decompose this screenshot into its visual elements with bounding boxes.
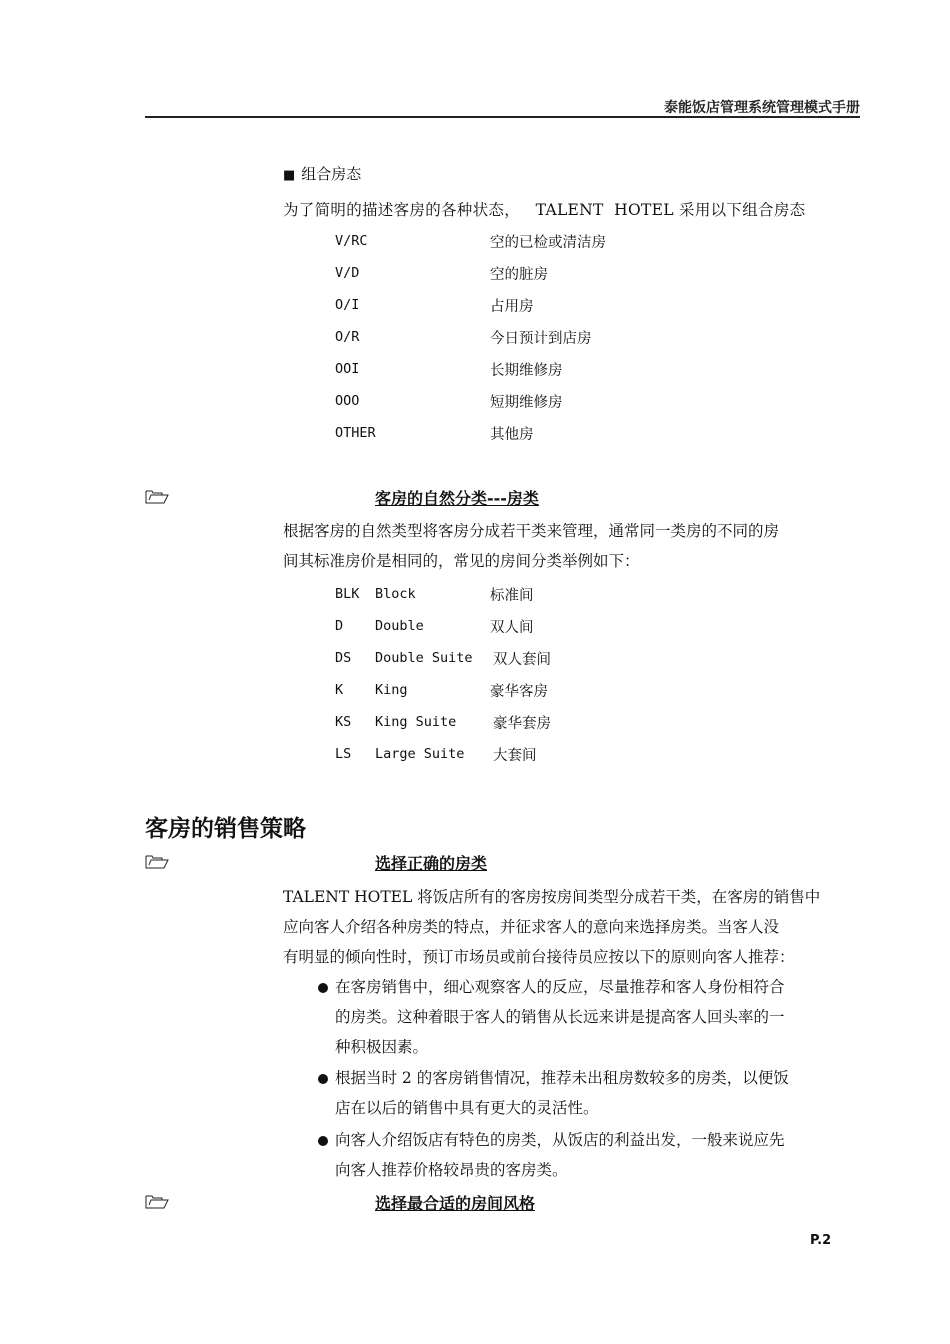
choose-room-style-heading: 选择最合适的房间风格 <box>375 1194 536 1213</box>
room-name: King <box>375 682 408 698</box>
bullet-dot-icon <box>318 1136 328 1146</box>
paragraph-line: 应向客人介绍各种房类的特点，并征求客人的意向来选择房类。当客人没 <box>283 918 780 936</box>
folder-icon <box>145 488 169 504</box>
status-desc: 短期维修房 <box>490 395 563 411</box>
room-name-cn: 双人间 <box>490 620 534 636</box>
bullet-line: 种积极因素。 <box>335 1038 429 1056</box>
room-name-cn: 标准间 <box>490 588 534 604</box>
status-desc: 占用房 <box>490 299 534 315</box>
combo-status-heading <box>283 163 361 184</box>
room-name: Double Suite <box>375 650 473 666</box>
page-number: P.2 <box>810 1233 832 1248</box>
bullet-line: 根据当时 2 的客房销售情况，推荐未出租房数较多的房类，以便饭 <box>335 1069 789 1087</box>
room-class-paragraph <box>283 516 853 576</box>
room-name-cn: 豪华客房 <box>490 684 548 700</box>
room-code: DS <box>335 650 352 666</box>
room-name: Large Suite <box>375 746 465 762</box>
bullet-line: 的房类。这种着眼于客人的销售从长远来讲是提高客人回头率的一 <box>335 1008 785 1026</box>
sales-paragraph <box>283 882 853 972</box>
room-code: KS <box>335 714 352 730</box>
status-code: OTHER <box>335 425 376 441</box>
paragraph-line: TALENT HOTEL 将饭店所有的客房按房间类型分成若干类，在客房的销售中 <box>283 888 821 906</box>
status-desc: 今日预计到店房 <box>490 331 592 347</box>
bullet-line: 向客人介绍饭店有特色的房类，从饭店的利益出发，一般来说应先 <box>335 1131 785 1149</box>
status-desc: 长期维修房 <box>490 363 563 379</box>
section-title: 客房的销售策略 <box>145 816 306 842</box>
bullet-line: 向客人推荐价格较昂贵的客房类。 <box>335 1161 568 1179</box>
bullet-dot-icon <box>318 983 328 993</box>
folder-icon <box>145 1193 169 1209</box>
bullet-line: 店在以后的销售中具有更大的灵活性。 <box>335 1099 599 1117</box>
room-name: Double <box>375 618 424 634</box>
room-code: BLK <box>335 586 360 602</box>
room-name-cn: 双人套间 <box>493 652 551 668</box>
room-class-heading: 客房的自然分类---房类 <box>375 489 539 508</box>
room-code: K <box>335 682 344 698</box>
room-name: King Suite <box>375 714 457 730</box>
room-code: D <box>335 618 344 634</box>
room-name: Block <box>375 586 416 602</box>
bullet-dot-icon <box>318 1074 328 1084</box>
status-code: OOI <box>335 361 360 377</box>
square-bullet-icon: ■ <box>283 168 296 183</box>
status-code: OOO <box>335 393 360 409</box>
paragraph-line: 间其标准房价是相同的，常见的房间分类举例如下： <box>283 552 640 570</box>
header-rule <box>145 116 860 118</box>
paragraph-line: 有明显的倾向性时，预订市场员或前台接待员应按以下的原则向客人推荐： <box>283 948 795 966</box>
combo-status-title: 组合房态 <box>301 165 362 183</box>
paragraph-line: 根据客房的自然类型将客房分成若干类来管理，通常同一类房的不同的房 <box>283 522 780 540</box>
combo-status-intro: 为了简明的描述客房的各种状态， TALENT HOTEL 采用以下组合房态 <box>283 201 806 219</box>
status-code: V/D <box>335 265 360 281</box>
status-desc: 空的脏房 <box>490 267 548 283</box>
status-desc: 其他房 <box>490 427 534 443</box>
room-name-cn: 豪华套房 <box>493 716 551 732</box>
room-name-cn: 大套间 <box>493 748 537 764</box>
bullet-line: 在客房销售中，细心观察客人的反应，尽量推荐和客人身份相符合 <box>335 978 785 996</box>
status-code: V/RC <box>335 233 368 249</box>
room-code: LS <box>335 746 352 762</box>
status-desc: 空的已检或清洁房 <box>490 235 606 251</box>
choose-room-type-heading: 选择正确的房类 <box>375 854 488 873</box>
folder-icon <box>145 853 169 869</box>
running-header: 泰能饭店管理系统管理模式手册 <box>664 100 860 116</box>
status-code: O/I <box>335 297 360 313</box>
status-code: O/R <box>335 329 360 345</box>
